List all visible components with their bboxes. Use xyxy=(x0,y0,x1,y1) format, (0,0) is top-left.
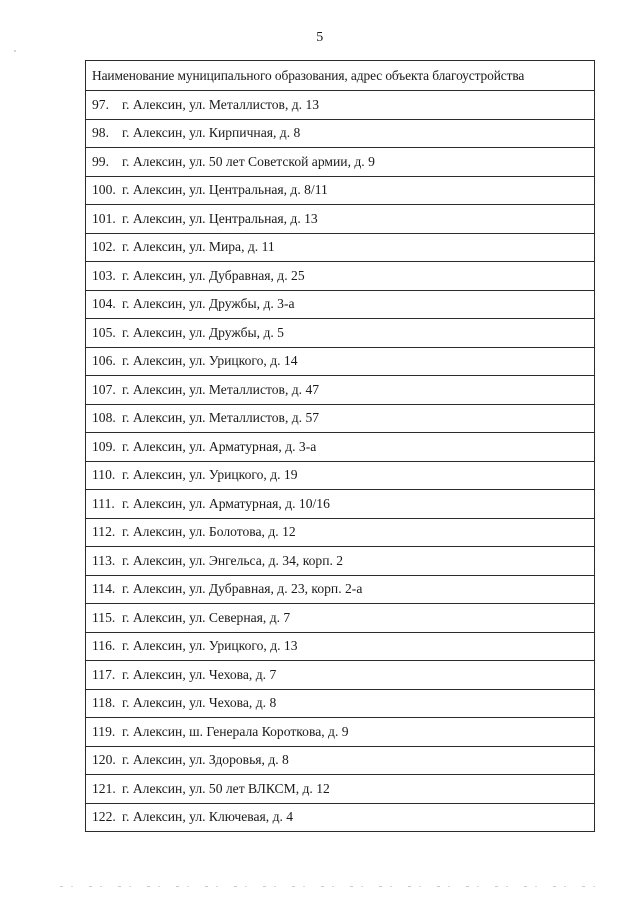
table-cell xyxy=(86,262,595,291)
table-cell xyxy=(86,803,595,832)
table-cell xyxy=(86,518,595,547)
row-address: г. Алексин, ш. Генерала Короткова, д. 9 xyxy=(122,723,349,739)
row-address: г. Алексин, ул. Дубравная, д. 23, корп. 2-а xyxy=(122,581,363,597)
row-address: г. Алексин, ул. Центральная, д. 8/11 xyxy=(122,182,328,198)
table-row xyxy=(86,176,595,205)
row-address: г. Алексин, ул. Энгельса, д. 34, корп. 2 xyxy=(122,552,344,568)
table-cell xyxy=(86,547,595,576)
row-address: г. Алексин, ул. Урицкого, д. 19 xyxy=(122,467,298,483)
row-number: 111. xyxy=(92,495,115,511)
table-row xyxy=(86,347,595,376)
row-address: г. Алексин, ул. Дружбы, д. 5 xyxy=(122,324,284,340)
table-row xyxy=(86,119,595,148)
table-row xyxy=(86,575,595,604)
table-row xyxy=(86,547,595,576)
row-number: 98. xyxy=(92,125,109,141)
row-number: 97. xyxy=(92,96,109,112)
table-cell xyxy=(86,290,595,319)
row-address: г. Алексин, ул. Северная, д. 7 xyxy=(122,609,291,625)
row-number: 100. xyxy=(92,182,116,198)
scan-artifact-line xyxy=(60,886,605,887)
table-cell xyxy=(86,490,595,519)
address-table xyxy=(85,60,595,832)
table-row xyxy=(86,661,595,690)
row-address: г. Алексин, ул. Металлистов, д. 47 xyxy=(122,381,320,397)
table-row xyxy=(86,233,595,262)
row-number: 105. xyxy=(92,324,116,340)
row-number: 109. xyxy=(92,438,116,454)
row-number: 102. xyxy=(92,239,116,255)
table-cell xyxy=(86,746,595,775)
table-row xyxy=(86,632,595,661)
table-cell xyxy=(86,205,595,234)
table-row xyxy=(86,518,595,547)
table-row xyxy=(86,290,595,319)
row-number: 106. xyxy=(92,353,116,369)
row-address: г. Алексин, ул. Дружбы, д. 3-а xyxy=(122,296,295,312)
row-address: г. Алексин, ул. Мира, д. 11 xyxy=(122,239,275,255)
row-address: г. Алексин, ул. 50 лет Советской армии, д. 9 xyxy=(122,153,375,169)
row-address: г. Алексин, ул. Чехова, д. 7 xyxy=(122,666,277,682)
row-number: 118. xyxy=(92,695,116,711)
table-cell xyxy=(86,176,595,205)
row-address: г. Алексин, ул. Арматурная, д. 10/16 xyxy=(122,495,330,511)
row-address: г. Алексин, ул. Центральная, д. 13 xyxy=(122,210,318,226)
table-cell xyxy=(86,91,595,120)
table-row xyxy=(86,262,595,291)
table-row xyxy=(86,689,595,718)
scan-speck xyxy=(14,50,16,52)
table-cell xyxy=(86,347,595,376)
row-number: 101. xyxy=(92,210,116,226)
row-number: 107. xyxy=(92,381,116,397)
table-row xyxy=(86,803,595,832)
table-cell xyxy=(86,575,595,604)
table-row xyxy=(86,775,595,804)
row-address: г. Алексин, ул. Металлистов, д. 57 xyxy=(122,410,320,426)
table-cell xyxy=(86,433,595,462)
row-number: 103. xyxy=(92,267,116,283)
table-cell xyxy=(86,233,595,262)
table-cell xyxy=(86,404,595,433)
row-address: г. Алексин, ул. Ключевая, д. 4 xyxy=(122,809,294,825)
row-number: 120. xyxy=(92,752,116,768)
table-cell xyxy=(86,689,595,718)
row-address: г. Алексин, ул. Металлистов, д. 13 xyxy=(122,96,320,112)
row-address: г. Алексин, ул. Арматурная, д. 3-а xyxy=(122,438,317,454)
table-row xyxy=(86,376,595,405)
row-address: г. Алексин, ул. Чехова, д. 8 xyxy=(122,695,277,711)
table-cell xyxy=(86,148,595,177)
row-address: г. Алексин, ул. Урицкого, д. 13 xyxy=(122,638,298,654)
table-row xyxy=(86,461,595,490)
row-number: 104. xyxy=(92,296,116,312)
row-number: 122. xyxy=(92,809,116,825)
table-cell xyxy=(86,775,595,804)
table-cell xyxy=(86,661,595,690)
page-number: 5 xyxy=(316,30,324,45)
table-row xyxy=(86,490,595,519)
table-row xyxy=(86,404,595,433)
row-address: г. Алексин, ул. Дубравная, д. 25 xyxy=(122,267,305,283)
row-number: 114. xyxy=(92,581,116,597)
table-row xyxy=(86,91,595,120)
row-number: 110. xyxy=(92,467,116,483)
row-number: 115. xyxy=(92,609,116,625)
table-row xyxy=(86,205,595,234)
table-row xyxy=(86,718,595,747)
row-number: 113. xyxy=(92,552,116,568)
table-row xyxy=(86,433,595,462)
row-address: г. Алексин, ул. Здоровья, д. 8 xyxy=(122,752,289,768)
row-address: г. Алексин, ул. 50 лет ВЛКСМ, д. 12 xyxy=(122,780,330,796)
row-address: г. Алексин, ул. Кирпичная, д. 8 xyxy=(122,125,301,141)
table-cell xyxy=(86,604,595,633)
table-cell xyxy=(86,718,595,747)
table-row xyxy=(86,746,595,775)
row-number: 121. xyxy=(92,780,116,796)
row-number: 112. xyxy=(92,524,116,540)
table-cell xyxy=(86,119,595,148)
table-header-row xyxy=(86,61,595,91)
row-address: г. Алексин, ул. Урицкого, д. 14 xyxy=(122,353,298,369)
row-number: 119. xyxy=(92,723,116,739)
table-body xyxy=(86,91,595,832)
table-cell xyxy=(86,376,595,405)
table-cell xyxy=(86,319,595,348)
table-row xyxy=(86,148,595,177)
table-cell xyxy=(86,461,595,490)
table-header-cell: Наименование муниципального образования, адрес объекта благоустройства xyxy=(86,61,595,91)
table-cell xyxy=(86,632,595,661)
row-number: 116. xyxy=(92,638,116,654)
row-number: 99. xyxy=(92,153,109,169)
row-address: г. Алексин, ул. Болотова, д. 12 xyxy=(122,524,296,540)
table-row xyxy=(86,319,595,348)
table-row xyxy=(86,604,595,633)
row-number: 117. xyxy=(92,666,116,682)
row-number: 108. xyxy=(92,410,116,426)
